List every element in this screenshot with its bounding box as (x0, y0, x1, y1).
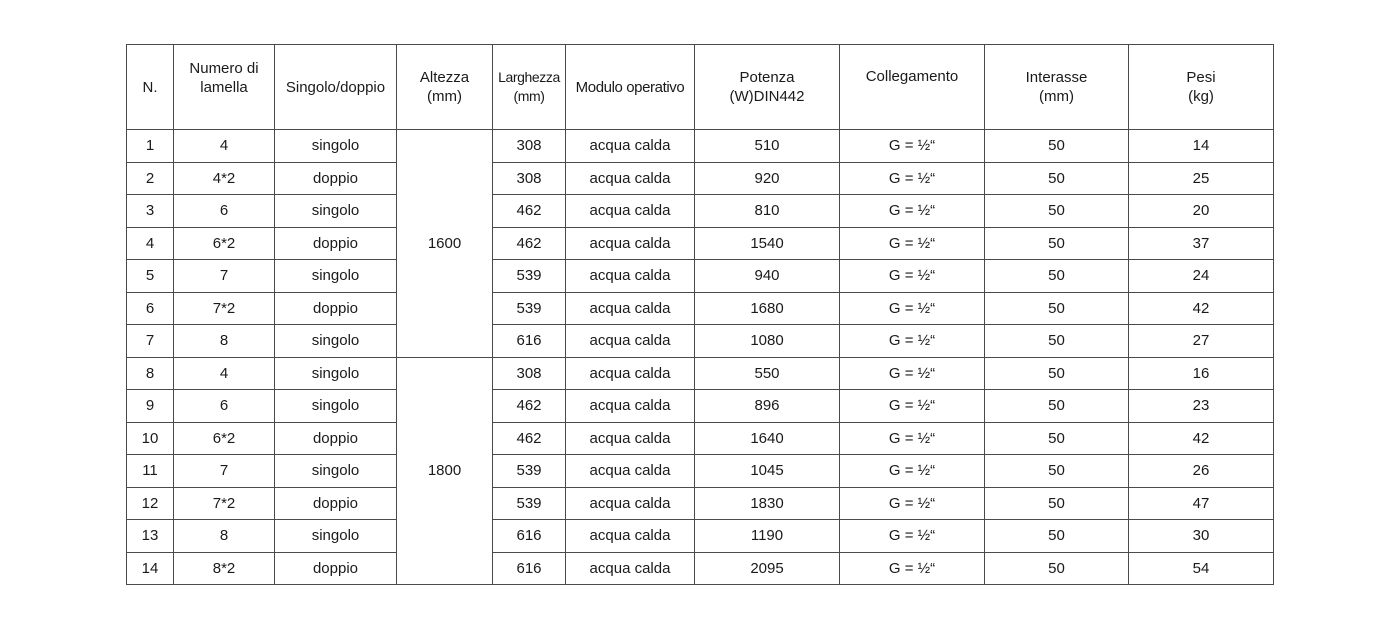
cell-lamelle: 7 (174, 260, 275, 293)
cell-modulo: acqua calda (566, 357, 695, 390)
cell-modulo: acqua calda (566, 292, 695, 325)
cell-interasse: 50 (985, 130, 1129, 163)
cell-interasse: 50 (985, 520, 1129, 553)
cell-peso: 24 (1129, 260, 1274, 293)
cell-modulo: acqua calda (566, 130, 695, 163)
cell-tipo: doppio (275, 227, 397, 260)
table-row (127, 130, 1274, 163)
cell-tipo: singolo (275, 520, 397, 553)
table-row (127, 357, 1274, 390)
cell-larghezza: 616 (493, 325, 566, 358)
cell-larghezza: 462 (493, 195, 566, 228)
cell-n: 14 (127, 552, 174, 585)
header-potenza-line-2: (W)DIN442 (729, 88, 805, 105)
cell-tipo: singolo (275, 195, 397, 228)
cell-modulo: acqua calda (566, 390, 695, 423)
cell-collegamento: G = ½“ (840, 325, 985, 358)
header-n (127, 45, 174, 130)
header-pesi-line-1: Pesi (1186, 69, 1216, 86)
header-pesi-line-2: (kg) (1188, 88, 1214, 105)
header-interasse (985, 45, 1129, 130)
cell-n: 7 (127, 325, 174, 358)
cell-tipo: singolo (275, 260, 397, 293)
cell-larghezza: 539 (493, 455, 566, 488)
cell-tipo: singolo (275, 455, 397, 488)
table-row (127, 520, 1274, 553)
cell-larghezza: 616 (493, 552, 566, 585)
header-interasse-line-1: Interasse (1025, 69, 1088, 86)
cell-lamelle: 4*2 (174, 162, 275, 195)
cell-interasse: 50 (985, 227, 1129, 260)
cell-lamelle: 4 (174, 130, 275, 163)
cell-larghezza: 462 (493, 390, 566, 423)
cell-larghezza: 462 (493, 422, 566, 455)
cell-collegamento: G = ½“ (840, 390, 985, 423)
cell-lamelle: 4 (174, 357, 275, 390)
cell-interasse: 50 (985, 162, 1129, 195)
cell-peso: 25 (1129, 162, 1274, 195)
header-pesi (1129, 45, 1274, 130)
cell-interasse: 50 (985, 357, 1129, 390)
header-altezza-line-2: (mm) (427, 88, 462, 105)
header-row (127, 45, 1274, 130)
header-collegamento (840, 45, 985, 130)
header-collegamento-line: Collegamento (865, 68, 959, 85)
cell-peso: 47 (1129, 487, 1274, 520)
cell-lamelle: 8 (174, 325, 275, 358)
cell-peso: 27 (1129, 325, 1274, 358)
cell-n: 2 (127, 162, 174, 195)
cell-potenza: 920 (695, 162, 840, 195)
header-tipo-line: Singolo/doppio (285, 78, 386, 96)
cell-collegamento: G = ½“ (840, 487, 985, 520)
cell-tipo: doppio (275, 422, 397, 455)
cell-collegamento: G = ½“ (840, 260, 985, 293)
cell-collegamento: G = ½“ (840, 552, 985, 585)
cell-peso: 30 (1129, 520, 1274, 553)
cell-collegamento: G = ½“ (840, 455, 985, 488)
cell-larghezza: 539 (493, 487, 566, 520)
cell-interasse: 50 (985, 292, 1129, 325)
header-potenza-line-1: Potenza (739, 69, 795, 86)
cell-peso: 42 (1129, 292, 1274, 325)
cell-larghezza: 308 (493, 130, 566, 163)
cell-n: 4 (127, 227, 174, 260)
cell-larghezza: 539 (493, 260, 566, 293)
cell-lamelle: 6*2 (174, 227, 275, 260)
cell-n: 11 (127, 455, 174, 488)
cell-tipo: doppio (275, 162, 397, 195)
cell-modulo: acqua calda (566, 455, 695, 488)
cell-n: 13 (127, 520, 174, 553)
table-row (127, 487, 1274, 520)
table-row (127, 455, 1274, 488)
cell-collegamento: G = ½“ (840, 227, 985, 260)
cell-lamelle: 6 (174, 390, 275, 423)
cell-interasse: 50 (985, 325, 1129, 358)
header-larghezza-line-1: Larghezza (498, 69, 560, 85)
cell-larghezza: 539 (493, 292, 566, 325)
cell-lamelle: 8 (174, 520, 275, 553)
cell-modulo: acqua calda (566, 422, 695, 455)
cell-tipo: doppio (275, 552, 397, 585)
cell-collegamento: G = ½“ (840, 357, 985, 390)
cell-n: 12 (127, 487, 174, 520)
cell-potenza: 1080 (695, 325, 840, 358)
table-row (127, 552, 1274, 585)
cell-n: 3 (127, 195, 174, 228)
cell-larghezza: 616 (493, 520, 566, 553)
cell-n: 8 (127, 357, 174, 390)
cell-peso: 23 (1129, 390, 1274, 423)
table-row (127, 292, 1274, 325)
cell-n: 6 (127, 292, 174, 325)
header-lamelle-line-1: Numero di (189, 60, 259, 77)
cell-tipo: singolo (275, 325, 397, 358)
header-lamelle (174, 45, 275, 130)
cell-collegamento: G = ½“ (840, 292, 985, 325)
cell-tipo: singolo (275, 390, 397, 423)
cell-collegamento: G = ½“ (840, 422, 985, 455)
table-row (127, 422, 1274, 455)
header-n-line: N. (142, 78, 158, 96)
cell-peso: 20 (1129, 195, 1274, 228)
cell-interasse: 50 (985, 260, 1129, 293)
cell-potenza: 550 (695, 357, 840, 390)
table-row (127, 227, 1274, 260)
cell-collegamento: G = ½“ (840, 130, 985, 163)
cell-altezza: 1800 (397, 357, 493, 585)
header-larghezza (493, 45, 566, 130)
cell-potenza: 1830 (695, 487, 840, 520)
cell-potenza: 810 (695, 195, 840, 228)
cell-modulo: acqua calda (566, 162, 695, 195)
cell-modulo: acqua calda (566, 487, 695, 520)
header-tipo (275, 45, 397, 130)
cell-modulo: acqua calda (566, 227, 695, 260)
table-row (127, 162, 1274, 195)
header-modulo (566, 45, 695, 130)
header-lamelle-line-2: lamella (200, 79, 248, 96)
header-altezza-line-1: Altezza (419, 69, 470, 86)
cell-interasse: 50 (985, 455, 1129, 488)
cell-n: 5 (127, 260, 174, 293)
cell-modulo: acqua calda (566, 552, 695, 585)
cell-tipo: singolo (275, 357, 397, 390)
cell-larghezza: 308 (493, 357, 566, 390)
cell-n: 9 (127, 390, 174, 423)
cell-potenza: 1540 (695, 227, 840, 260)
table-row (127, 260, 1274, 293)
cell-larghezza: 462 (493, 227, 566, 260)
table-row (127, 325, 1274, 358)
cell-n: 10 (127, 422, 174, 455)
cell-potenza: 2095 (695, 552, 840, 585)
cell-peso: 16 (1129, 357, 1274, 390)
cell-tipo: doppio (275, 487, 397, 520)
cell-collegamento: G = ½“ (840, 195, 985, 228)
cell-lamelle: 6*2 (174, 422, 275, 455)
cell-lamelle: 7 (174, 455, 275, 488)
cell-collegamento: G = ½“ (840, 520, 985, 553)
cell-modulo: acqua calda (566, 325, 695, 358)
cell-peso: 26 (1129, 455, 1274, 488)
header-potenza (695, 45, 840, 130)
cell-potenza: 1190 (695, 520, 840, 553)
table-row (127, 195, 1274, 228)
header-interasse-line-2: (mm) (1039, 88, 1074, 105)
cell-lamelle: 7*2 (174, 487, 275, 520)
cell-modulo: acqua calda (566, 195, 695, 228)
cell-altezza: 1600 (397, 130, 493, 358)
cell-tipo: singolo (275, 130, 397, 163)
cell-interasse: 50 (985, 195, 1129, 228)
spec-table (126, 44, 1274, 585)
cell-potenza: 1680 (695, 292, 840, 325)
cell-interasse: 50 (985, 422, 1129, 455)
cell-interasse: 50 (985, 390, 1129, 423)
cell-potenza: 1045 (695, 455, 840, 488)
cell-interasse: 50 (985, 552, 1129, 585)
cell-collegamento: G = ½“ (840, 162, 985, 195)
cell-n: 1 (127, 130, 174, 163)
cell-peso: 14 (1129, 130, 1274, 163)
cell-peso: 42 (1129, 422, 1274, 455)
cell-larghezza: 308 (493, 162, 566, 195)
cell-potenza: 940 (695, 260, 840, 293)
cell-modulo: acqua calda (566, 260, 695, 293)
cell-lamelle: 6 (174, 195, 275, 228)
cell-peso: 54 (1129, 552, 1274, 585)
cell-potenza: 1640 (695, 422, 840, 455)
table-row (127, 390, 1274, 423)
cell-potenza: 510 (695, 130, 840, 163)
cell-modulo: acqua calda (566, 520, 695, 553)
cell-interasse: 50 (985, 487, 1129, 520)
header-larghezza-line-2: (mm) (513, 88, 545, 104)
cell-tipo: doppio (275, 292, 397, 325)
cell-potenza: 896 (695, 390, 840, 423)
cell-peso: 37 (1129, 227, 1274, 260)
cell-lamelle: 8*2 (174, 552, 275, 585)
cell-lamelle: 7*2 (174, 292, 275, 325)
header-modulo-line: Modulo operativo (575, 78, 685, 96)
header-altezza (397, 45, 493, 130)
